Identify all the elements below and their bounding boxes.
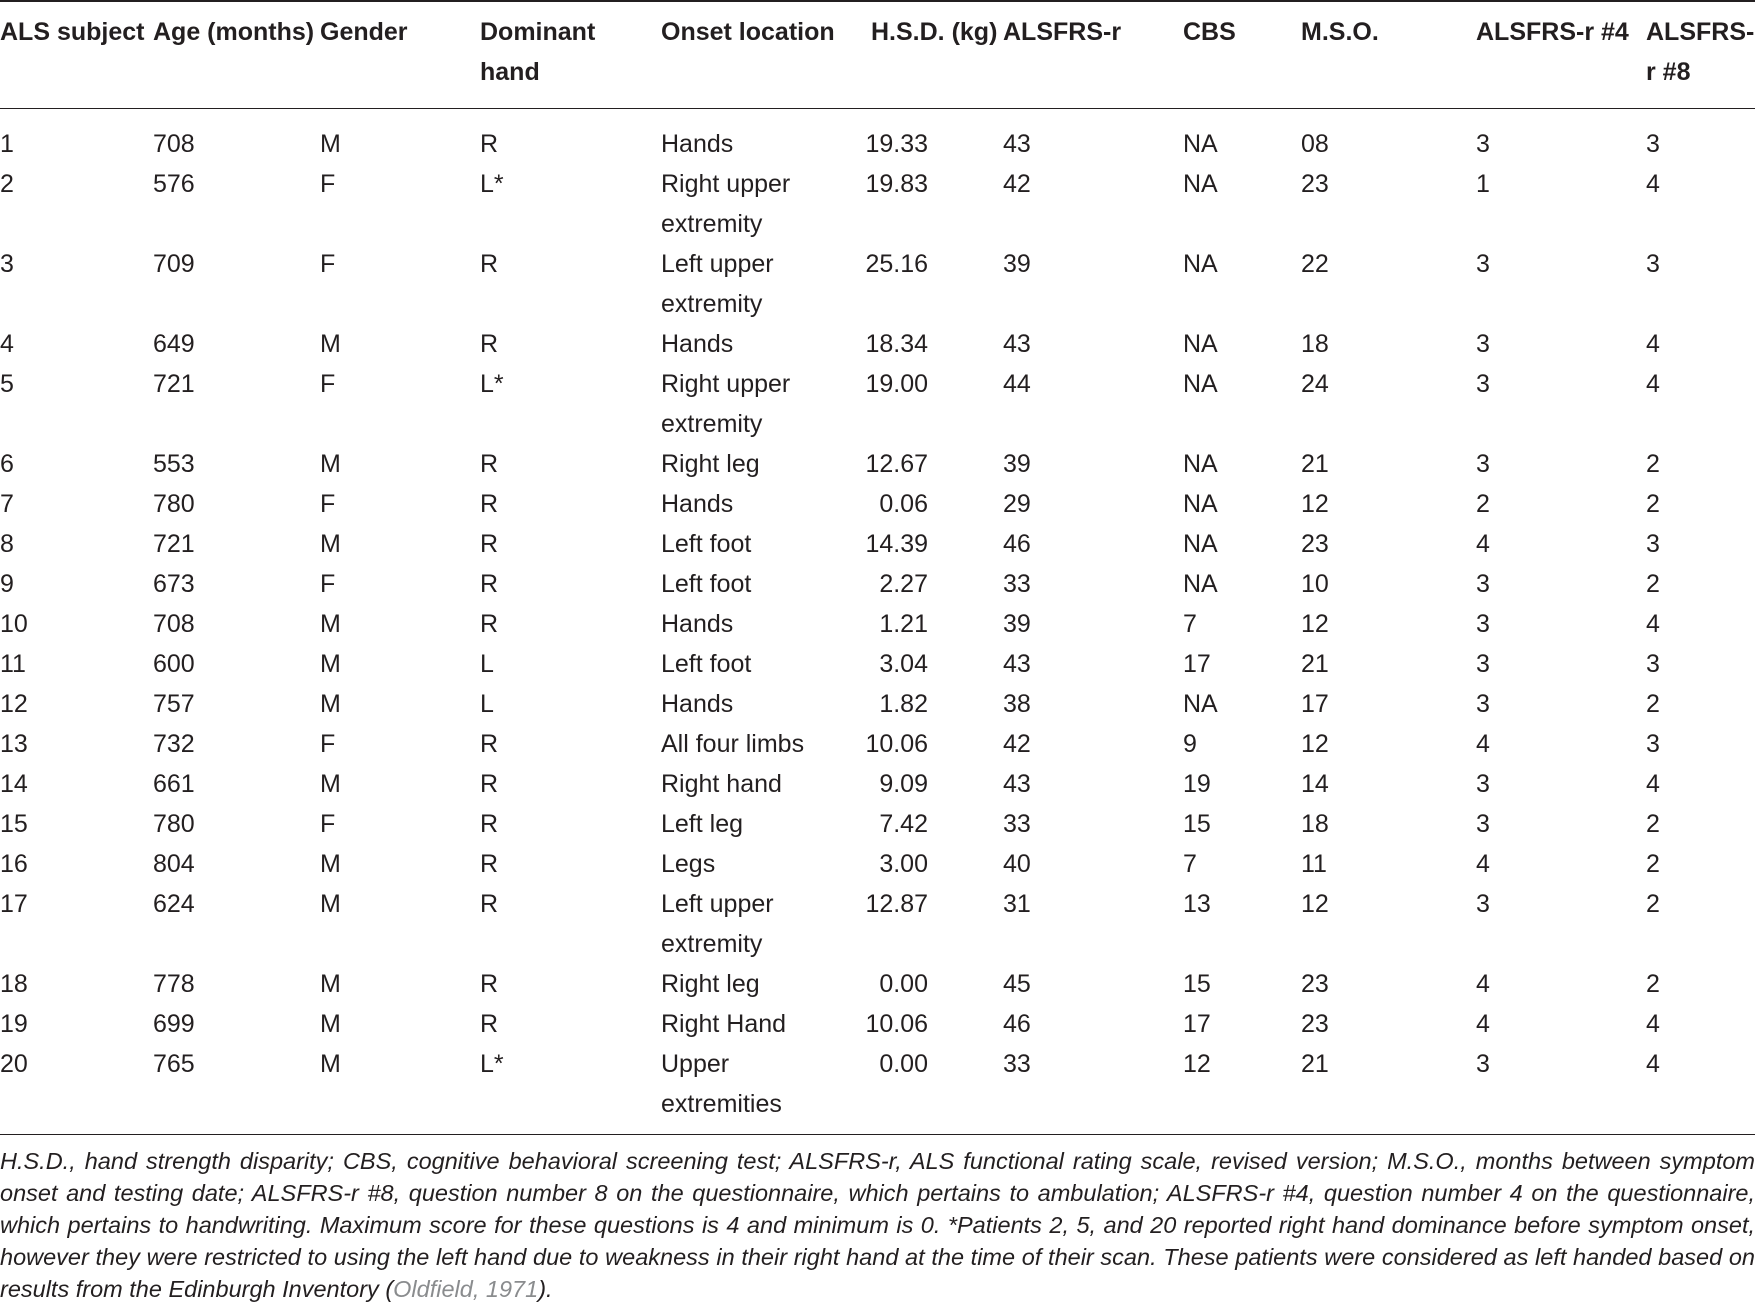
table-cell: 43 xyxy=(1003,770,1031,798)
table-cell: R xyxy=(480,970,499,998)
table-cell: Left foot xyxy=(661,570,752,598)
table-cell: 10.06 xyxy=(865,730,928,758)
table-cell: 673 xyxy=(153,570,195,598)
table-row xyxy=(0,844,1755,884)
table-cell: 22 xyxy=(1301,250,1329,278)
table-row xyxy=(0,1044,1755,1124)
column-header: M.S.O. xyxy=(1301,18,1379,46)
table-row xyxy=(0,764,1755,804)
table-cell: 24 xyxy=(1301,370,1329,398)
column-header: Dominant hand xyxy=(480,18,596,86)
table-cell: 3 xyxy=(1476,650,1490,678)
table-cell: R xyxy=(480,1010,499,1038)
table-cell: 2 xyxy=(1646,970,1660,998)
table-cell: Right leg xyxy=(661,450,760,478)
table-cell: 40 xyxy=(1003,850,1031,878)
table-row xyxy=(0,884,1755,964)
table-cell: 721 xyxy=(153,530,195,558)
table-cell: 42 xyxy=(1003,170,1031,198)
table-row xyxy=(0,524,1755,564)
table-top-rule xyxy=(0,0,1755,2)
table-cell: 757 xyxy=(153,690,195,718)
table-cell: 39 xyxy=(1003,250,1031,278)
table-cell: R xyxy=(480,730,499,758)
table-cell: 12 xyxy=(1301,890,1329,918)
header-row xyxy=(0,12,1755,92)
table-cell: L xyxy=(480,690,494,718)
table-cell: F xyxy=(320,170,336,198)
table-cell: Hands xyxy=(661,690,734,718)
table-row xyxy=(0,244,1755,324)
table-row xyxy=(0,804,1755,844)
table-cell: 5 xyxy=(0,370,14,398)
table-cell: 11 xyxy=(1301,850,1327,878)
table-cell: 23 xyxy=(1301,970,1329,998)
table-cell: 14.39 xyxy=(865,530,928,558)
column-header: CBS xyxy=(1183,18,1236,46)
table-cell: M xyxy=(320,130,341,158)
table-cell: 4 xyxy=(1646,610,1660,638)
table-row xyxy=(0,964,1755,1004)
table-cell: 17 xyxy=(1301,690,1329,718)
table-cell: Left leg xyxy=(661,810,744,838)
table-cell: R xyxy=(480,490,499,518)
table-cell: NA xyxy=(1183,530,1218,558)
table-cell: 780 xyxy=(153,490,195,518)
table-cell: 15 xyxy=(0,810,28,838)
column-header: ALSFRS-r #4 xyxy=(1476,18,1629,46)
table-cell: 7.42 xyxy=(879,810,928,838)
table-cell: 39 xyxy=(1003,610,1031,638)
table-cell: 3 xyxy=(1476,810,1490,838)
table-cell: 21 xyxy=(1301,450,1329,478)
table-cell: 708 xyxy=(153,610,195,638)
table-row xyxy=(0,324,1755,364)
table-cell: 2 xyxy=(0,170,14,198)
table-cell: 46 xyxy=(1003,530,1031,558)
table-cell: 1 xyxy=(1476,170,1490,198)
table-cell: M xyxy=(320,330,341,358)
table-cell: 4 xyxy=(1476,970,1490,998)
table-cell: Legs xyxy=(661,850,716,878)
table-cell: 2 xyxy=(1646,450,1660,478)
table-cell: 10 xyxy=(0,610,28,638)
table-cell: NA xyxy=(1183,690,1218,718)
table-cell: R xyxy=(480,850,499,878)
table-cell: 3.00 xyxy=(879,850,928,878)
table-cell: 38 xyxy=(1003,690,1031,718)
table-cell: 4 xyxy=(1646,330,1660,358)
table-row xyxy=(0,684,1755,724)
table-cell: 3 xyxy=(0,250,14,278)
table-cell: Hands xyxy=(661,490,734,518)
table-cell: M xyxy=(320,450,341,478)
table-cell: 3 xyxy=(1646,730,1660,758)
table-cell: L* xyxy=(480,170,504,198)
table-cell: 0.00 xyxy=(879,970,928,998)
table-cell: 42 xyxy=(1003,730,1031,758)
table-cell: M xyxy=(320,1050,341,1078)
table-cell: 3 xyxy=(1476,370,1490,398)
table-cell: NA xyxy=(1183,170,1218,198)
table-cell: R xyxy=(480,810,499,838)
table-cell: 12 xyxy=(1183,1050,1211,1078)
table-cell: 2.27 xyxy=(879,570,928,598)
table-cell: Upper extremities xyxy=(661,1050,782,1118)
table-cell: 0.00 xyxy=(879,1050,928,1078)
table-cell: 29 xyxy=(1003,490,1031,518)
footnote-end: ). xyxy=(538,1276,553,1302)
table-cell: R xyxy=(480,330,499,358)
table-cell: M xyxy=(320,650,341,678)
table-cell: 708 xyxy=(153,130,195,158)
table-cell: NA xyxy=(1183,330,1218,358)
table-cell: NA xyxy=(1183,570,1218,598)
table-cell: NA xyxy=(1183,250,1218,278)
table-row xyxy=(0,164,1755,244)
table-cell: Right upper extremity xyxy=(661,370,791,438)
table-cell: 3 xyxy=(1476,570,1490,598)
table-cell: 43 xyxy=(1003,330,1031,358)
table-cell: 13 xyxy=(0,730,28,758)
table-cell: R xyxy=(480,890,499,918)
table-cell: 778 xyxy=(153,970,195,998)
table-cell: M xyxy=(320,890,341,918)
table-cell: 33 xyxy=(1003,810,1031,838)
table-cell: 17 xyxy=(1183,650,1211,678)
table-cell: 576 xyxy=(153,170,195,198)
table-cell: 2 xyxy=(1476,490,1490,518)
table-cell: 08 xyxy=(1301,130,1329,158)
table-cell: 19.00 xyxy=(865,370,928,398)
table-cell: 45 xyxy=(1003,970,1031,998)
table-cell: M xyxy=(320,770,341,798)
table-cell: R xyxy=(480,570,499,598)
table-cell: 3 xyxy=(1476,250,1490,278)
table-cell: 9 xyxy=(1183,730,1197,758)
table-cell: R xyxy=(480,250,499,278)
table-cell: Hands xyxy=(661,330,734,358)
table-cell: 699 xyxy=(153,1010,195,1038)
table-cell: M xyxy=(320,690,341,718)
table-cell: M xyxy=(320,1010,341,1038)
table-cell: 3 xyxy=(1476,330,1490,358)
column-header: Onset location xyxy=(661,18,835,46)
table-cell: L* xyxy=(480,1050,504,1078)
table-cell: 46 xyxy=(1003,1010,1031,1038)
table-cell: 3 xyxy=(1476,690,1490,718)
table-row xyxy=(0,564,1755,604)
table-cell: 3 xyxy=(1476,1050,1490,1078)
table-cell: 33 xyxy=(1003,570,1031,598)
table-cell: 12 xyxy=(1301,490,1329,518)
table-cell: 3 xyxy=(1646,130,1660,158)
table-cell: 13 xyxy=(1183,890,1211,918)
table-cell: 4 xyxy=(1646,770,1660,798)
table-cell: 12 xyxy=(1301,610,1329,638)
table-cell: 4 xyxy=(1646,1050,1660,1078)
table-cell: 3 xyxy=(1646,250,1660,278)
table-cell: 21 xyxy=(1301,650,1329,678)
table-cell: 23 xyxy=(1301,1010,1329,1038)
table-cell: 7 xyxy=(1183,850,1197,878)
table-cell: R xyxy=(480,770,499,798)
table-cell: 3 xyxy=(1476,130,1490,158)
table-cell: 18 xyxy=(1301,330,1329,358)
table-cell: 4 xyxy=(0,330,14,358)
table-cell: 25.16 xyxy=(865,250,928,278)
table-cell: Right upper extremity xyxy=(661,170,791,238)
table-cell: 3 xyxy=(1646,530,1660,558)
table-cell: 31 xyxy=(1003,890,1031,918)
table-cell: F xyxy=(320,370,336,398)
table-cell: 16 xyxy=(0,850,28,878)
table-row xyxy=(0,1004,1755,1044)
table-cell: M xyxy=(320,970,341,998)
table-cell: Right Hand xyxy=(661,1010,787,1038)
table-cell: 19 xyxy=(0,1010,28,1038)
table-cell: 649 xyxy=(153,330,195,358)
table-cell: 23 xyxy=(1301,170,1329,198)
table-cell: L xyxy=(480,650,494,678)
table-cell: 1 xyxy=(0,130,14,158)
table-cell: Hands xyxy=(661,130,734,158)
table-cell: 600 xyxy=(153,650,195,678)
table-cell: 18 xyxy=(0,970,28,998)
table-cell: 11 xyxy=(0,650,26,678)
table-cell: 4 xyxy=(1646,370,1660,398)
table-row xyxy=(0,444,1755,484)
table-cell: Right hand xyxy=(661,770,782,798)
table-cell: 4 xyxy=(1476,730,1490,758)
table-cell: 12.87 xyxy=(865,890,928,918)
table-cell: NA xyxy=(1183,450,1218,478)
table-cell: 9.09 xyxy=(879,770,928,798)
column-header: H.S.D. (kg) xyxy=(871,18,998,46)
table-cell: 10 xyxy=(1301,570,1329,598)
table-cell: 12 xyxy=(1301,730,1329,758)
table-cell: 3.04 xyxy=(879,650,928,678)
table-cell: R xyxy=(480,450,499,478)
table-cell: Left foot xyxy=(661,530,752,558)
table-cell: 765 xyxy=(153,1050,195,1078)
table-cell: 3 xyxy=(1646,650,1660,678)
table-cell: Left upper extremity xyxy=(661,890,774,958)
table-cell: M xyxy=(320,610,341,638)
table-cell: 18 xyxy=(1301,810,1329,838)
table-cell: 3 xyxy=(1476,610,1490,638)
column-header: ALSFRS-r xyxy=(1003,18,1122,46)
table-cell: 2 xyxy=(1646,890,1660,918)
table-cell: M xyxy=(320,850,341,878)
table-cell: F xyxy=(320,810,336,838)
table-cell: 2 xyxy=(1646,570,1660,598)
table-cell: F xyxy=(320,570,336,598)
table-cell: 732 xyxy=(153,730,195,758)
table-cell: 624 xyxy=(153,890,195,918)
table-cell: 18.34 xyxy=(865,330,928,358)
table-cell: R xyxy=(480,610,499,638)
table-cell: 6 xyxy=(0,450,14,478)
table-cell: 39 xyxy=(1003,450,1031,478)
table-cell: 2 xyxy=(1646,810,1660,838)
column-header: Age (months) xyxy=(153,18,315,46)
table-cell: 10.06 xyxy=(865,1010,928,1038)
column-header: ALS subject xyxy=(0,18,145,46)
table-cell: L* xyxy=(480,370,504,398)
table-cell: 4 xyxy=(1476,850,1490,878)
table-cell: 12.67 xyxy=(865,450,928,478)
table-cell: NA xyxy=(1183,490,1218,518)
table-cell: 3 xyxy=(1476,890,1490,918)
table-cell: 15 xyxy=(1183,970,1211,998)
table-cell: 17 xyxy=(1183,1010,1211,1038)
subject-table xyxy=(0,12,1755,1124)
table-cell: 661 xyxy=(153,770,195,798)
table-row xyxy=(0,364,1755,444)
table-cell: 9 xyxy=(0,570,14,598)
table-cell: 721 xyxy=(153,370,195,398)
table-cell: R xyxy=(480,530,499,558)
table-cell: Right leg xyxy=(661,970,760,998)
table-footnote xyxy=(0,1145,1755,1305)
table-cell: 1.82 xyxy=(879,690,928,718)
table-cell: 2 xyxy=(1646,490,1660,518)
table-cell: 7 xyxy=(0,490,14,518)
table-cell: F xyxy=(320,490,336,518)
table-cell: 17 xyxy=(0,890,28,918)
table-cell: 21 xyxy=(1301,1050,1329,1078)
table-cell: 43 xyxy=(1003,130,1031,158)
table-cell: All four limbs xyxy=(661,730,805,758)
table-cell: 804 xyxy=(153,850,195,878)
table-cell: NA xyxy=(1183,370,1218,398)
table-cell: R xyxy=(480,130,499,158)
table-cell: 2 xyxy=(1646,690,1660,718)
citation-link[interactable]: Oldfield, 1971 xyxy=(393,1276,539,1302)
table-cell: M xyxy=(320,530,341,558)
column-header: Gender xyxy=(320,18,408,46)
table-cell: 43 xyxy=(1003,650,1031,678)
table-cell: 4 xyxy=(1646,1010,1660,1038)
table-cell: 15 xyxy=(1183,810,1211,838)
table-cell: 33 xyxy=(1003,1050,1031,1078)
table-cell: NA xyxy=(1183,130,1218,158)
table-cell: 19.83 xyxy=(865,170,928,198)
table-cell: 19 xyxy=(1183,770,1211,798)
table-row xyxy=(0,644,1755,684)
table-cell: 14 xyxy=(0,770,28,798)
table-row xyxy=(0,124,1755,164)
table-cell: 2 xyxy=(1646,850,1660,878)
table-cell: 8 xyxy=(0,530,14,558)
table-cell: 20 xyxy=(0,1050,28,1078)
table-cell: 3 xyxy=(1476,770,1490,798)
table-cell: 1.21 xyxy=(879,610,928,638)
table-cell: 4 xyxy=(1476,1010,1490,1038)
table-bottom-rule xyxy=(0,1134,1755,1135)
table-cell: 0.06 xyxy=(879,490,928,518)
footnote-text: H.S.D., hand strength disparity; CBS, cognitive behavioral screening test; ALSFRS-r, ALS functional rating scale, revised version; M.S.O., months between symptom onset and testing date; ALSFRS-r #8, question number 8 on the questionnaire, which pertains to ambulation; ALSFRS-r #4, question number 4 on the questionnaire, which pertains to handwriting. Maximum score for these questions is 4 and minimum is 0. *Patients 2, 5, and 20 reported right hand dominance before symptom onset, however they were restricted to using the left hand due to weakness in their right hand at the time of their scan. These patients were considered as left handed based on results from the Edinburgh Inventory ( xyxy=(0,1148,1755,1302)
table-cell: 709 xyxy=(153,250,195,278)
table-cell: F xyxy=(320,730,336,758)
table-cell: 4 xyxy=(1646,170,1660,198)
table-cell: 19.33 xyxy=(865,130,928,158)
table-cell: 4 xyxy=(1476,530,1490,558)
table-cell: 14 xyxy=(1301,770,1329,798)
table-body xyxy=(0,124,1755,1124)
table-cell: 44 xyxy=(1003,370,1031,398)
table-cell: 780 xyxy=(153,810,195,838)
table-row xyxy=(0,484,1755,524)
column-header: ALSFRS-r #8 xyxy=(1646,18,1755,86)
table-row xyxy=(0,724,1755,764)
table-cell: F xyxy=(320,250,336,278)
table-cell: 3 xyxy=(1476,450,1490,478)
table-cell: 12 xyxy=(0,690,28,718)
table-cell: Left upper extremity xyxy=(661,250,774,318)
table-cell: 553 xyxy=(153,450,195,478)
table-cell: 23 xyxy=(1301,530,1329,558)
table-row xyxy=(0,604,1755,644)
table-cell: Hands xyxy=(661,610,734,638)
table-cell: Left foot xyxy=(661,650,752,678)
table-cell: 7 xyxy=(1183,610,1197,638)
